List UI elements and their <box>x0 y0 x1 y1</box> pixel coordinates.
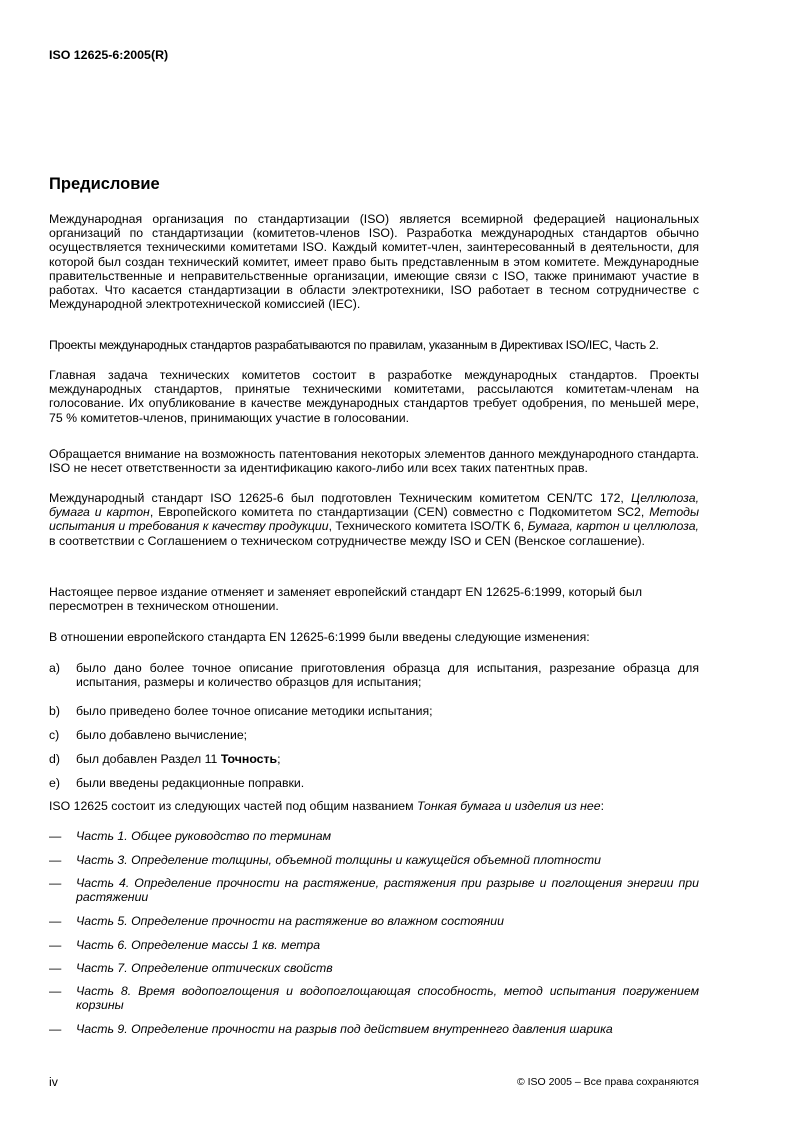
p5-italic-committee: Целлюлоза, бумага и картон <box>49 491 699 520</box>
p5-italic-subcommittee: Методы испытания и требования к качеству продукции <box>49 505 699 534</box>
change-marker: c) <box>49 728 60 742</box>
part-text: Часть 6. Определение массы 1 кв. метра <box>76 938 321 952</box>
dash-marker: — <box>49 829 62 843</box>
change-item-c <box>49 728 699 742</box>
dash-marker: — <box>49 876 62 890</box>
change-item-b <box>49 704 699 718</box>
change-text: было приведено более точное описание методики испытания; <box>76 704 433 718</box>
part-text: Часть 7. Определение оптических свойств <box>76 961 333 975</box>
p5-text-3: , Технического комитета ISO/TK 6, <box>328 519 528 534</box>
foreword-paragraph-8 <box>49 799 699 813</box>
part-item <box>49 984 699 1012</box>
part-item <box>49 853 699 867</box>
section-title: Предисловие <box>49 175 160 193</box>
part-text: Часть 1. Общее руководство по терминам <box>76 829 332 843</box>
part-text: Часть 5. Определение прочности на растяжение во влажном состоянии <box>76 914 504 928</box>
change-text: были введены редакционные поправки. <box>76 776 305 790</box>
p8-end: : <box>600 799 605 813</box>
dash-marker: — <box>49 914 62 928</box>
part-text: Часть 9. Определение прочности на разрыв под действием внутреннего давления шарика <box>76 1022 613 1036</box>
part-text: Часть 8. Время водопоглощения и водопоглощающая способность, метод испытания погружением корзины <box>76 984 699 1013</box>
change-text-pre: был добавлен Раздел 11 <box>76 752 221 766</box>
p5-italic-tk: Бумага, картон и целлюлоза, <box>527 519 699 534</box>
foreword-paragraph-6: Настоящее первое издание отменяет и заменяет европейский стандарт EN 12625-6:1999, который был пересмотрен в техническом отношении. <box>49 585 643 614</box>
p5-text-2: , Европейского комитета по стандартизации (CEN) совместно с Подкомитетом SC2, <box>149 505 650 520</box>
foreword-paragraph-5 <box>49 491 699 548</box>
dash-marker: — <box>49 1022 62 1036</box>
dash-marker: — <box>49 938 62 952</box>
foreword-paragraph-4: Обращается внимание на возможность патентования некоторых элементов данного международного стандарта. ISO не несет ответственности за идентификацию какого-либо или всех таких патентных прав. <box>49 447 699 476</box>
change-item-e <box>49 776 699 790</box>
change-text-post: ; <box>277 752 281 766</box>
document-id-header: ISO 12625-6:2005(R) <box>49 48 169 62</box>
change-text-bold: Точность <box>220 752 278 766</box>
page-number: iv <box>49 1075 58 1089</box>
change-marker: b) <box>49 704 60 718</box>
p5-text-4: в соответствии с Соглашением о техническом сотрудничестве между ISO и CEN (Венское соглашение). <box>49 533 645 548</box>
dash-marker: — <box>49 853 62 867</box>
change-text: было добавлено вычисление; <box>76 728 248 742</box>
change-marker: a) <box>49 661 60 675</box>
copyright-notice: © ISO 2005 – Все права сохраняются <box>516 1076 699 1088</box>
part-item <box>49 914 699 928</box>
part-item <box>49 961 699 975</box>
part-item <box>49 1022 699 1036</box>
foreword-paragraph-2: Проекты международных стандартов разрабатываются по правилам, указанным в Директивах ISO/IEC, Часть 2. <box>49 338 659 352</box>
change-marker: e) <box>49 776 60 790</box>
p8-text: ISO 12625 состоит из следующих частей под общим названием <box>49 799 417 813</box>
part-text: Часть 4. Определение прочности на растяжение, растяжения при разрыве и поглощения энергии при растяжении <box>76 876 699 905</box>
foreword-paragraph-1: Международная организация по стандартизации (ISO) является всемирной федерацией национальных организаций по стандартизации (комитетов-членов ISO). Разработка международных стандартов обычно осуществляется техническими комитетами ISO. Каждый комитет-член, заинтересованный в деятельности, для которой был создан технический комитет, имеет право быть представленным в этом комитете. Международные правительственные и неправительственные организации, имеющие связи с ISO, также принимают участие в работах. Что касается стандартизации в области электротехники, ISO работает в тесном сотрудничестве с Международной электротехнической комиссией (IEC). <box>49 212 699 312</box>
foreword-paragraph-7: В отношении европейского стандарта EN 12625-6:1999 были введены следующие изменения: <box>49 630 590 644</box>
p5-text-1: Международный стандарт ISO 12625-6 был подготовлен Техническим комитетом CEN/TC 172, <box>49 491 632 505</box>
p8-italic-title: Тонкая бумага и изделия из нее <box>416 799 601 813</box>
change-item-d <box>49 752 699 766</box>
change-text <box>76 752 699 766</box>
change-item-a <box>49 661 699 689</box>
dash-marker: — <box>49 984 62 998</box>
foreword-paragraph-3: Главная задача технических комитетов состоит в разработке международных стандартов. Проекты международных стандартов, принятые техническими комитетами, рассылаются комитетам-членам на голосование. Их опубликование в качестве международных стандартов требует одобрения, по меньшей мере, 75 % комитетов-членов, принимающих участие в голосовании. <box>49 368 699 425</box>
dash-marker: — <box>49 961 62 975</box>
part-item <box>49 876 699 904</box>
part-item <box>49 938 699 952</box>
part-text: Часть 3. Определение толщины, объемной толщины и кажущейся объемной плотности <box>76 853 602 867</box>
change-text: было дано более точное описание приготовления образца для испытания, разрезание образца для испытания, размеры и количество образцов для испытания; <box>76 661 699 690</box>
part-item <box>49 829 699 843</box>
change-marker: d) <box>49 752 60 766</box>
